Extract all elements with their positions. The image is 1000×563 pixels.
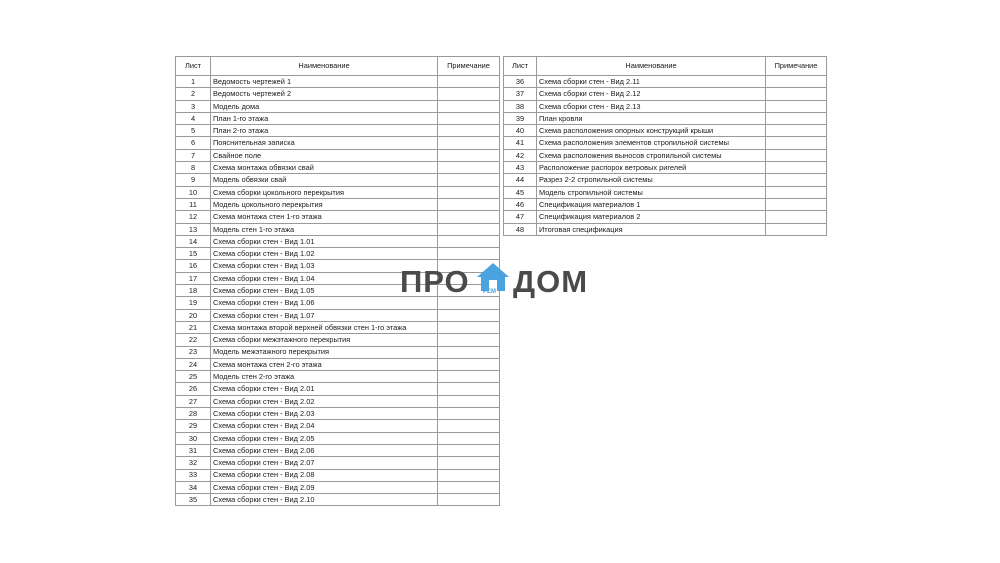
table-row xyxy=(176,76,500,88)
logo-subtext: РЕМ xyxy=(483,289,497,295)
watermark-logo xyxy=(400,262,600,302)
header-note: Примечание xyxy=(766,57,827,76)
table-row xyxy=(176,481,500,493)
table-row xyxy=(176,137,500,149)
table-row xyxy=(504,186,827,198)
sheet-name-cell: Схема сборки стен - Вид 2.03 xyxy=(211,408,438,420)
sheet-name-cell: Схема сборки стен - Вид 2.07 xyxy=(211,457,438,469)
note-cell xyxy=(438,309,500,321)
sheet-number-cell: 22 xyxy=(176,334,211,346)
sheet-number-cell: 35 xyxy=(176,494,211,506)
sheet-name-cell: Схема сборки стен - Вид 1.07 xyxy=(211,309,438,321)
sheet-number-cell: 6 xyxy=(176,137,211,149)
sheet-name-cell: Схема сборки стен - Вид 2.13 xyxy=(537,100,766,112)
sheet-number-cell: 17 xyxy=(176,272,211,284)
table-row xyxy=(504,162,827,174)
sheet-number-cell: 19 xyxy=(176,297,211,309)
header-sheet: Лист xyxy=(504,57,537,76)
note-cell xyxy=(766,211,827,223)
sheet-name-cell: Схема сборки межэтажного перекрытия xyxy=(211,334,438,346)
sheet-number-cell: 47 xyxy=(504,211,537,223)
table-row xyxy=(176,371,500,383)
sheet-number-cell: 3 xyxy=(176,100,211,112)
sheet-name-cell: Схема сборки стен - Вид 2.10 xyxy=(211,494,438,506)
sheet-name-cell: Спецификация материалов 1 xyxy=(537,198,766,210)
note-cell xyxy=(438,346,500,358)
sheet-number-cell: 16 xyxy=(176,260,211,272)
sheet-name-cell: Схема монтажа стен 1-го этажа xyxy=(211,211,438,223)
sheet-name-cell: Модель стен 2-го этажа xyxy=(211,371,438,383)
table-row xyxy=(176,469,500,481)
note-cell xyxy=(438,211,500,223)
sheet-name-cell: Схема монтажа стен 2-го этажа xyxy=(211,358,438,370)
note-cell xyxy=(766,137,827,149)
note-cell xyxy=(438,383,500,395)
sheet-name-cell: Схема сборки стен - Вид 2.06 xyxy=(211,444,438,456)
sheet-number-cell: 36 xyxy=(504,76,537,88)
sheet-number-cell: 44 xyxy=(504,174,537,186)
note-cell xyxy=(438,432,500,444)
sheet-name-cell: Схема сборки стен - Вид 1.06 xyxy=(211,297,438,309)
table-row xyxy=(504,88,827,100)
note-cell xyxy=(438,494,500,506)
sheet-name-cell: Схема сборки стен - Вид 1.01 xyxy=(211,235,438,247)
sheet-name-cell: Модель обвязки свай xyxy=(211,174,438,186)
table-row xyxy=(504,137,827,149)
note-cell xyxy=(766,149,827,161)
table-row xyxy=(176,395,500,407)
sheet-name-cell: Схема сборки стен - Вид 2.08 xyxy=(211,469,438,481)
sheet-number-cell: 45 xyxy=(504,186,537,198)
sheet-number-cell: 8 xyxy=(176,162,211,174)
table-header-row xyxy=(504,57,827,76)
note-cell xyxy=(438,162,500,174)
sheet-name-cell: План 1-го этажа xyxy=(211,112,438,124)
sheet-name-cell: Расположение распорок ветровых ригелей xyxy=(537,162,766,174)
sheet-name-cell: Итоговая спецификация xyxy=(537,223,766,235)
sheet-number-cell: 46 xyxy=(504,198,537,210)
note-cell xyxy=(766,88,827,100)
note-cell xyxy=(438,88,500,100)
sheet-number-cell: 43 xyxy=(504,162,537,174)
table-row xyxy=(176,444,500,456)
note-cell xyxy=(438,481,500,493)
sheet-number-cell: 42 xyxy=(504,149,537,161)
sheet-name-cell: Схема монтажа второй верхней обвязки стен 1-го этажа xyxy=(211,321,438,333)
sheet-name-cell: Схема расположения элементов стропильной системы xyxy=(537,137,766,149)
note-cell xyxy=(438,408,500,420)
table-row xyxy=(176,223,500,235)
sheet-name-cell: Схема сборки цокольного перекрытия xyxy=(211,186,438,198)
note-cell xyxy=(438,100,500,112)
table-row xyxy=(176,198,500,210)
sheet-number-cell: 37 xyxy=(504,88,537,100)
sheet-number-cell: 34 xyxy=(176,481,211,493)
note-cell xyxy=(766,198,827,210)
sheet-number-cell: 28 xyxy=(176,408,211,420)
table-row xyxy=(176,100,500,112)
note-cell xyxy=(438,149,500,161)
note-cell xyxy=(438,112,500,124)
header-sheet: Лист xyxy=(176,57,211,76)
sheet-number-cell: 10 xyxy=(176,186,211,198)
sheet-number-cell: 1 xyxy=(176,76,211,88)
note-cell xyxy=(438,137,500,149)
table-row xyxy=(176,420,500,432)
sheet-name-cell: Модель стропильной системы xyxy=(537,186,766,198)
note-cell xyxy=(438,235,500,247)
table-row xyxy=(176,88,500,100)
sheet-number-cell: 33 xyxy=(176,469,211,481)
sheet-name-cell: Схема сборки стен - Вид 2.11 xyxy=(537,76,766,88)
table-row xyxy=(504,149,827,161)
sheet-number-cell: 39 xyxy=(504,112,537,124)
table-row xyxy=(176,432,500,444)
sheet-number-cell: 18 xyxy=(176,285,211,297)
table-row xyxy=(504,125,827,137)
logo-word-dom: ДОМ xyxy=(513,264,589,299)
sheet-name-cell: Схема монтажа обвязки свай xyxy=(211,162,438,174)
note-cell xyxy=(438,125,500,137)
table-row xyxy=(176,334,500,346)
table-row xyxy=(504,198,827,210)
sheet-number-cell: 5 xyxy=(176,125,211,137)
table-row xyxy=(176,248,500,260)
table-row xyxy=(176,457,500,469)
sheet-number-cell: 23 xyxy=(176,346,211,358)
note-cell xyxy=(438,371,500,383)
sheet-name-cell: Схема расположения выносов стропильной системы xyxy=(537,149,766,161)
note-cell xyxy=(766,100,827,112)
table-row xyxy=(176,408,500,420)
sheet-number-cell: 41 xyxy=(504,137,537,149)
sheet-number-cell: 21 xyxy=(176,321,211,333)
sheet-number-cell: 40 xyxy=(504,125,537,137)
note-cell xyxy=(438,469,500,481)
sheet-number-cell: 9 xyxy=(176,174,211,186)
sheet-number-cell: 26 xyxy=(176,383,211,395)
table-row xyxy=(176,186,500,198)
note-cell xyxy=(438,334,500,346)
note-cell xyxy=(438,420,500,432)
table-row xyxy=(176,149,500,161)
table-row xyxy=(176,346,500,358)
sheet-name-cell: Модель дома xyxy=(211,100,438,112)
sheet-name-cell: Схема сборки стен - Вид 1.05 xyxy=(211,285,438,297)
sheet-number-cell: 15 xyxy=(176,248,211,260)
note-cell xyxy=(438,223,500,235)
sheet-name-cell: Схема сборки стен - Вид 2.04 xyxy=(211,420,438,432)
note-cell xyxy=(766,76,827,88)
sheet-number-cell: 27 xyxy=(176,395,211,407)
sheet-number-cell: 25 xyxy=(176,371,211,383)
drawings-table-right xyxy=(503,56,827,236)
sheet-number-cell: 2 xyxy=(176,88,211,100)
sheet-name-cell: Схема сборки стен - Вид 2.01 xyxy=(211,383,438,395)
sheet-name-cell: План кровли xyxy=(537,112,766,124)
sheet-name-cell: Ведомость чертежей 2 xyxy=(211,88,438,100)
note-cell xyxy=(438,248,500,260)
table-row xyxy=(176,125,500,137)
sheet-number-cell: 29 xyxy=(176,420,211,432)
table-body-right xyxy=(504,76,827,236)
note-cell xyxy=(766,223,827,235)
sheet-name-cell: Схема расположения опорных конструкций крыши xyxy=(537,125,766,137)
table-row xyxy=(176,494,500,506)
header-note: Примечание xyxy=(438,57,500,76)
table-row xyxy=(504,211,827,223)
sheet-number-cell: 20 xyxy=(176,309,211,321)
logo-word-pro: ПРО xyxy=(400,264,470,299)
sheet-name-cell: Схема сборки стен - Вид 2.09 xyxy=(211,481,438,493)
table-row xyxy=(176,174,500,186)
table-row xyxy=(176,112,500,124)
sheet-name-cell: Схема сборки стен - Вид 2.02 xyxy=(211,395,438,407)
sheet-number-cell: 24 xyxy=(176,358,211,370)
sheet-name-cell: План 2-го этажа xyxy=(211,125,438,137)
sheet-name-cell: Схема сборки стен - Вид 2.12 xyxy=(537,88,766,100)
sheet-number-cell: 12 xyxy=(176,211,211,223)
note-cell xyxy=(766,162,827,174)
sheet-name-cell: Пояснительная записка xyxy=(211,137,438,149)
sheet-name-cell: Схема сборки стен - Вид 2.05 xyxy=(211,432,438,444)
sheet-name-cell: Схема сборки стен - Вид 1.03 xyxy=(211,260,438,272)
sheet-number-cell: 30 xyxy=(176,432,211,444)
sheet-number-cell: 31 xyxy=(176,444,211,456)
header-name: Наименование xyxy=(537,57,766,76)
note-cell xyxy=(438,395,500,407)
sheet-name-cell: Схема сборки стен - Вид 1.02 xyxy=(211,248,438,260)
table-row xyxy=(176,162,500,174)
note-cell xyxy=(438,174,500,186)
note-cell xyxy=(766,174,827,186)
sheet-name-cell: Модель стен 1-го этажа xyxy=(211,223,438,235)
note-cell xyxy=(438,457,500,469)
note-cell xyxy=(438,358,500,370)
sheet-name-cell: Ведомость чертежей 1 xyxy=(211,76,438,88)
sheet-number-cell: 13 xyxy=(176,223,211,235)
table-row xyxy=(176,309,500,321)
sheet-number-cell: 32 xyxy=(176,457,211,469)
table-header-row xyxy=(176,57,500,76)
note-cell xyxy=(438,76,500,88)
table-row xyxy=(176,358,500,370)
table-row xyxy=(176,211,500,223)
sheet-number-cell: 11 xyxy=(176,198,211,210)
note-cell xyxy=(438,186,500,198)
sheet-name-cell: Разрез 2-2 стропильной системы xyxy=(537,174,766,186)
table-row xyxy=(504,76,827,88)
sheet-number-cell: 4 xyxy=(176,112,211,124)
table-row xyxy=(504,223,827,235)
sheet-name-cell: Модель межэтажного перекрытия xyxy=(211,346,438,358)
sheet-name-cell: Спецификация материалов 2 xyxy=(537,211,766,223)
note-cell xyxy=(438,321,500,333)
sheet-name-cell: Свайное поле xyxy=(211,149,438,161)
table-row xyxy=(504,100,827,112)
sheet-number-cell: 48 xyxy=(504,223,537,235)
sheet-name-cell: Модель цокольного перекрытия xyxy=(211,198,438,210)
sheet-number-cell: 38 xyxy=(504,100,537,112)
note-cell xyxy=(438,444,500,456)
sheet-number-cell: 14 xyxy=(176,235,211,247)
sheet-name-cell: Схема сборки стен - Вид 1.04 xyxy=(211,272,438,284)
table-row xyxy=(176,321,500,333)
note-cell xyxy=(766,186,827,198)
table-row xyxy=(504,112,827,124)
sheet-number-cell: 7 xyxy=(176,149,211,161)
table-row xyxy=(504,174,827,186)
note-cell xyxy=(766,112,827,124)
table-row xyxy=(176,383,500,395)
header-name: Наименование xyxy=(211,57,438,76)
table-row xyxy=(176,235,500,247)
note-cell xyxy=(766,125,827,137)
note-cell xyxy=(438,198,500,210)
